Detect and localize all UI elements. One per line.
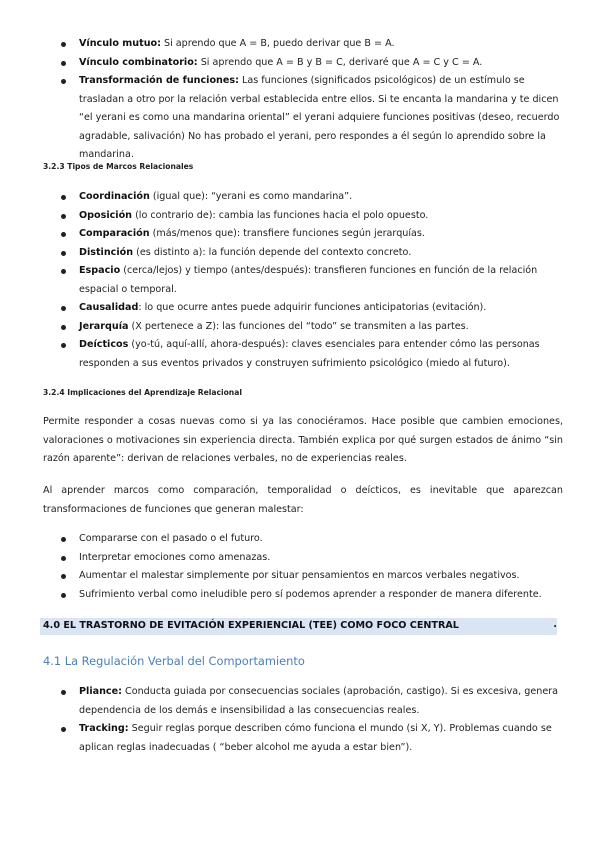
section-heading-4-0-dot: . <box>553 619 557 630</box>
list-item: Pliance: Conducta guiada por consecuencias sociales (aprobación, castigo). Si es excesiva, genera dependencia de los demás e insensibilidad a las consecuencias reales. <box>0 683 600 720</box>
list-item: Oposición (lo contrario de): cambia las funciones hacia el polo opuesto. <box>0 207 600 226</box>
list-item: Jerarquía (X pertenece a Z): las funciones del “todo” se transmiten a las partes. <box>0 318 600 337</box>
relational-properties-list <box>0 35 600 165</box>
list-item: Comparación (más/menos que): transfiere funciones según jerarquías. <box>0 225 600 244</box>
section-heading-3-2-3: 3.2.3 Tipos de Marcos Relacionales <box>43 162 194 171</box>
list-item: Transformación de funciones: Las funciones (significados psicológicos) de un estímulo se trasladan a otro por la relación verbal establecida entre ellos. Si te encanta la mandarina y te dicen “el yerani es como una mandarina oriental” el yerani adquiere funciones positivas (deseo, recuerdo agradable, salivación) No has probado el yerani, pero respondes a él según lo aprendido sobre la mandarina. <box>0 72 600 165</box>
list-item: Deícticos (yo-tú, aquí-allí, ahora-después): claves esenciales para entender cómo las personas responden a sus eventos privados y construyen sufrimiento psicológico (miedo al futuro). <box>0 336 600 373</box>
list-item: Vínculo combinatorio: Si aprendo que A = B y B = C, derivaré que A = C y C = A. <box>0 54 600 73</box>
paragraph-implications: Permite responder a cosas nuevas como si ya las conociéramos. Hace posible que cambien emociones, valoraciones o motivaciones sin experiencia directa. También explica por qué surgen estados de ánimo “sin razón aparente”: derivan de relaciones verbales, no de experiencias reales. <box>43 416 563 464</box>
paragraph-frames-distress: Al aprender marcos como comparación, temporalidad o deícticos, es inevitable que aparezcan transformaciones de funciones que generan malestar: <box>43 485 563 515</box>
list-item: Causalidad: lo que ocurre antes puede adquirir funciones anticipatorias (evitación). <box>0 299 600 318</box>
section-heading-3-2-4: 3.2.4 Implicaciones del Aprendizaje Relacional <box>43 388 242 397</box>
relational-frames-list <box>0 188 600 373</box>
list-item: Compararse con el pasado o el futuro. <box>0 530 600 549</box>
list-item: Espacio (cerca/lejos) y tiempo (antes/después): transfieren funciones en función de la relación espacial o temporal. <box>0 262 600 299</box>
section-heading-4-0-text: 4.0 EL TRASTORNO DE EVITACIÓN EXPERIENCIAL (TEE) COMO FOCO CENTRAL <box>43 620 459 631</box>
section-heading-4-0 <box>40 618 557 635</box>
list-item: Interpretar emociones como amenazas. <box>0 549 600 568</box>
list-item: Aumentar el malestar simplemente por situar pensamientos en marcos verbales negativos. <box>0 567 600 586</box>
distress-list <box>0 530 600 604</box>
verbal-regulation-list <box>0 683 600 757</box>
list-item: Distinción (es distinto a): la función depende del contexto concreto. <box>0 244 600 263</box>
list-item: Sufrimiento verbal como ineludible pero sí podemos aprender a responder de manera diferente. <box>0 586 600 605</box>
section-heading-4-1: 4.1 La Regulación Verbal del Comportamiento <box>43 654 305 668</box>
list-item: Tracking: Seguir reglas porque describen cómo funciona el mundo (si X, Y). Problemas cuando se aplican reglas inadecuadas ( “beber alcohol me ayuda a estar bien”). <box>0 720 600 757</box>
list-item: Coordinación (igual que): “yerani es como mandarina”. <box>0 188 600 207</box>
list-item: Vínculo mutuo: Si aprendo que A = B, puedo derivar que B = A. <box>0 35 600 54</box>
